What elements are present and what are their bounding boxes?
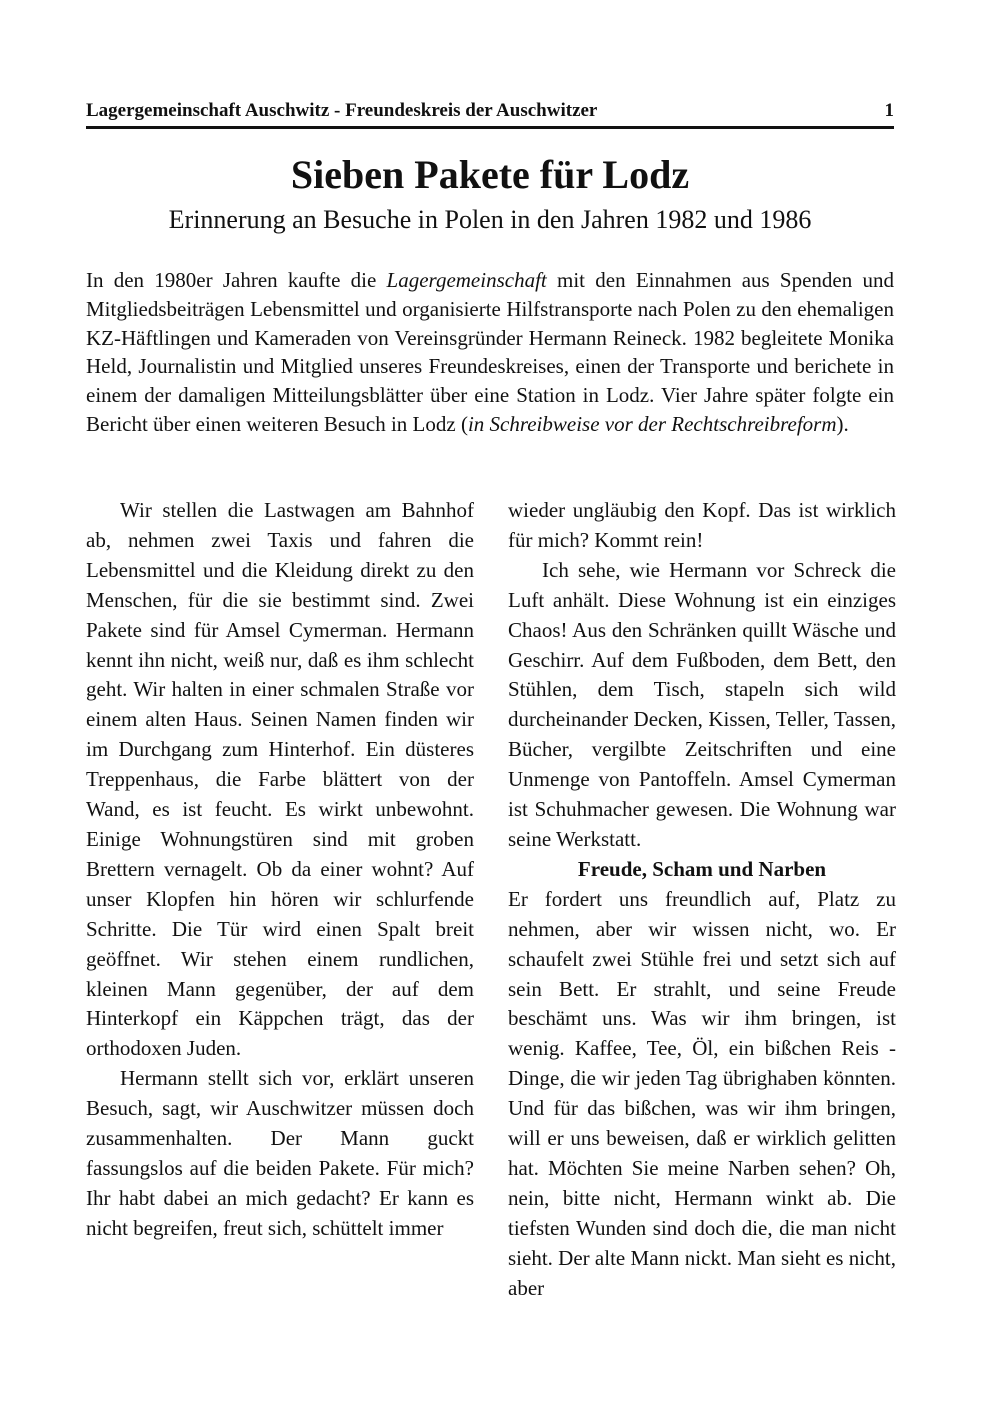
article-subtitle: Erinnerung an Besuche in Polen in den Jahren 1982 und 1986 <box>168 205 812 234</box>
lead-paragraph <box>86 266 894 439</box>
lead-emphasis-2: in Schreibweise vor der Rechtschreibreform <box>467 411 837 436</box>
lead-text-3: ). <box>836 411 849 436</box>
body-paragraph: Ich sehe, wie Hermann vor Schreck die Luft anhält. Diese Wohnung ist ein einziges Chaos! Aus den Schränken quillt Wäsche und Geschirr. Auf dem Fußboden, dem Bett, den Stühlen, dem Tisch, stapeln sich wild durcheinander Decken, Kissen, Teller, Tassen, Bücher, vergilbte Zeitschriften und eine Unmenge von Pantoffeln. Amsel Cymerman ist Schuhmacher gewesen. Die Wohnung war seine Werkstatt. <box>508 557 896 851</box>
article-title: Sieben Pakete für Lodz <box>290 152 690 197</box>
body-paragraph: Er fordert uns freundlich auf, Platz zu nehmen, aber wir wissen nicht, wo. Er schaufelt zwei Stühle frei und setzt sich auf sein Bett. Er strahlt, und seine Freude beschämt uns. Was wir ihm bringen, ist wenig. Kaffee, Tee, Öl, ein bißchen Reis - Dinge, die wir jeden Tag übrighaben könnten. Und für das bißchen, was wir ihm bringen, will er uns beweisen, daß er wirklich gelitten hat. Möchten Sie meine Narben sehen? Oh, nein, bitte nicht, Hermann winkt ab. Die tiefsten Wunden sind doch die, die man nicht sieht. Der alte Mann nickt. Man sieht es nicht, aber <box>508 886 896 1300</box>
lead-text-2: mit den Einnahmen aus Spenden und Mitgliedsbeiträgen Lebensmittel und organisierte Hilfstransporte nach Polen zu den ehemaligen KZ-Häftlingen und Kameraden von Vereinsgründer Hermann Reineck. 1982 begleitete Monika Held, Journalistin und Mitglied unseres Freundeskreises, einen der Transporte und berichete in einem der damaligen Mitteilungsblätter über eine Station in Lodz. Vier Jahre später folgte ein Bericht über einen weiteren Besuch in Lodz ( <box>86 268 895 436</box>
running-header <box>86 100 894 129</box>
body-paragraph: Hermann stellt sich vor, erklärt unseren Besuch, sagt, wir Auschwitzer müssen doch zusammenhalten. Der Mann guckt fassungslos auf die beiden Pakete. Für mich? Ihr habt dabei an mich gedacht? Er kann es nicht begreifen, freut sich, schüttelt immer <box>86 1066 474 1240</box>
right-column <box>508 496 896 1303</box>
body-paragraph: wieder ungläubig den Kopf. Das ist wirklich für mich? Kommt rein! <box>508 498 896 552</box>
left-column <box>86 496 474 1244</box>
running-title: Lagergemeinschaft Auschwitz - Freundeskreis der Auschwitzer <box>86 100 598 121</box>
section-subheading: Freude, Scham und Narben <box>577 856 827 881</box>
lead-emphasis-1: Lagergemeinschaft <box>386 268 547 292</box>
body-paragraph: Wir stellen die Lastwagen am Bahnhof ab, nehmen zwei Taxis und fahren die Lebensmittel und die Kleidung direkt zu den Menschen, für die sie bestimmt sind. Zwei Pakete sind für Amsel Cymerman. Hermann kennt ihn nicht, weiß nur, daß es ihm schlecht geht. Wir halten in einer schmalen Straße vor einem alten Haus. Seinen Namen finden wir im Durchgang zum Hinterhof. Ein düsteres Treppenhaus, die Farbe blättert von der Wand, es ist feucht. Es wirkt unbewohnt. Einige Wohnungstüren sind mit groben Brettern vernagelt. Ob da einer wohnt? Auf unser Klopfen hin hören wir schlurfende Schritte. Die Tür wird einen Spalt breit geöffnet. Wir stehen einem rundlichen, kleinen Mann gegenüber, der auf dem Hinterkopf ein Käppchen trägt, das der orthodoxen Juden. <box>86 498 474 1061</box>
page-number: 1 <box>884 100 894 121</box>
lead-text-1: In den 1980er Jahren kaufte die <box>86 268 387 292</box>
